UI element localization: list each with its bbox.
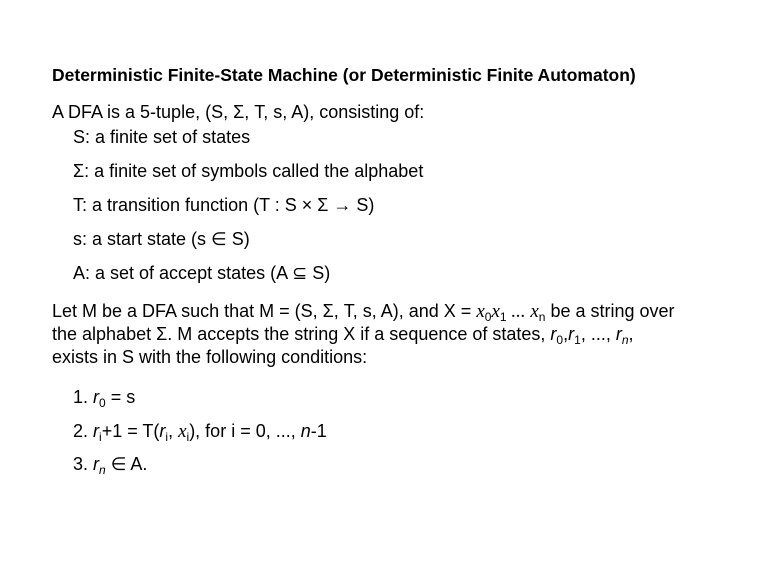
text: the alphabet Σ. M accepts the string X if a sequence of states, — [52, 324, 551, 344]
sub: i — [165, 430, 169, 444]
dots: , ..., — [580, 324, 616, 344]
component-alphabet: Σ: a finite set of symbols called the alphabet — [73, 161, 424, 181]
var-r: r — [550, 324, 557, 344]
var-r: r — [568, 324, 575, 344]
math-x — [476, 301, 545, 322]
sub: n — [621, 333, 629, 347]
component-transition: T: a transition function (T : S × Σ → S) — [73, 195, 375, 215]
sub: 0 — [556, 333, 564, 347]
var-r: r — [615, 324, 622, 344]
text: = s — [105, 387, 136, 407]
var-r: r — [93, 421, 100, 441]
var-r: r — [93, 454, 100, 474]
component-states: S: a finite set of states — [73, 127, 251, 147]
var-x: x — [530, 301, 539, 322]
var-x: x — [178, 421, 187, 442]
sub: 1 — [499, 310, 507, 324]
page-title: Deterministic Finite-State Machine (or Deterministic Finite Automaton) — [52, 65, 636, 85]
text: be a string over — [545, 301, 675, 321]
number: 3. — [73, 454, 94, 474]
sub: 1 — [574, 333, 581, 347]
comma: , — [563, 324, 569, 344]
comma: , — [628, 324, 634, 344]
condition-2 — [73, 420, 327, 443]
component-start: s: a start state (s ∈ S) — [73, 229, 250, 249]
condition-1 — [73, 386, 135, 408]
sub: i — [186, 430, 190, 444]
sub: 0 — [484, 310, 492, 324]
condition-3 — [73, 453, 147, 475]
sub: n — [538, 310, 546, 324]
var-x: x — [476, 301, 485, 322]
sub: i — [99, 430, 102, 444]
component-accept: A: a set of accept states (A ⊆ S) — [73, 263, 331, 283]
number: 2. — [73, 421, 94, 441]
var-n: n — [300, 421, 311, 441]
var-r: r — [159, 421, 166, 441]
text: +1 = T( — [101, 421, 160, 441]
sub: n — [99, 463, 106, 477]
paragraph-line-1 — [52, 300, 675, 323]
text: ∈ A. — [105, 454, 148, 474]
text: ), for i = 0, ..., — [189, 421, 301, 441]
text: -1 — [310, 421, 327, 441]
text: Let M be a DFA such that M = (S, Σ, T, s, A), and X = — [52, 301, 477, 321]
sub: 0 — [99, 396, 106, 410]
number: 1. — [73, 387, 94, 407]
intro-text: A DFA is a 5-tuple, (S, Σ, T, s, A), consisting of: — [52, 102, 425, 122]
paragraph-line-3: exists in S with the following conditions: — [52, 347, 368, 367]
var-r: r — [93, 387, 100, 407]
paragraph-line-2 — [52, 323, 634, 345]
text: , — [168, 421, 179, 441]
dots: ... — [506, 301, 531, 322]
var-x: x — [491, 301, 500, 322]
